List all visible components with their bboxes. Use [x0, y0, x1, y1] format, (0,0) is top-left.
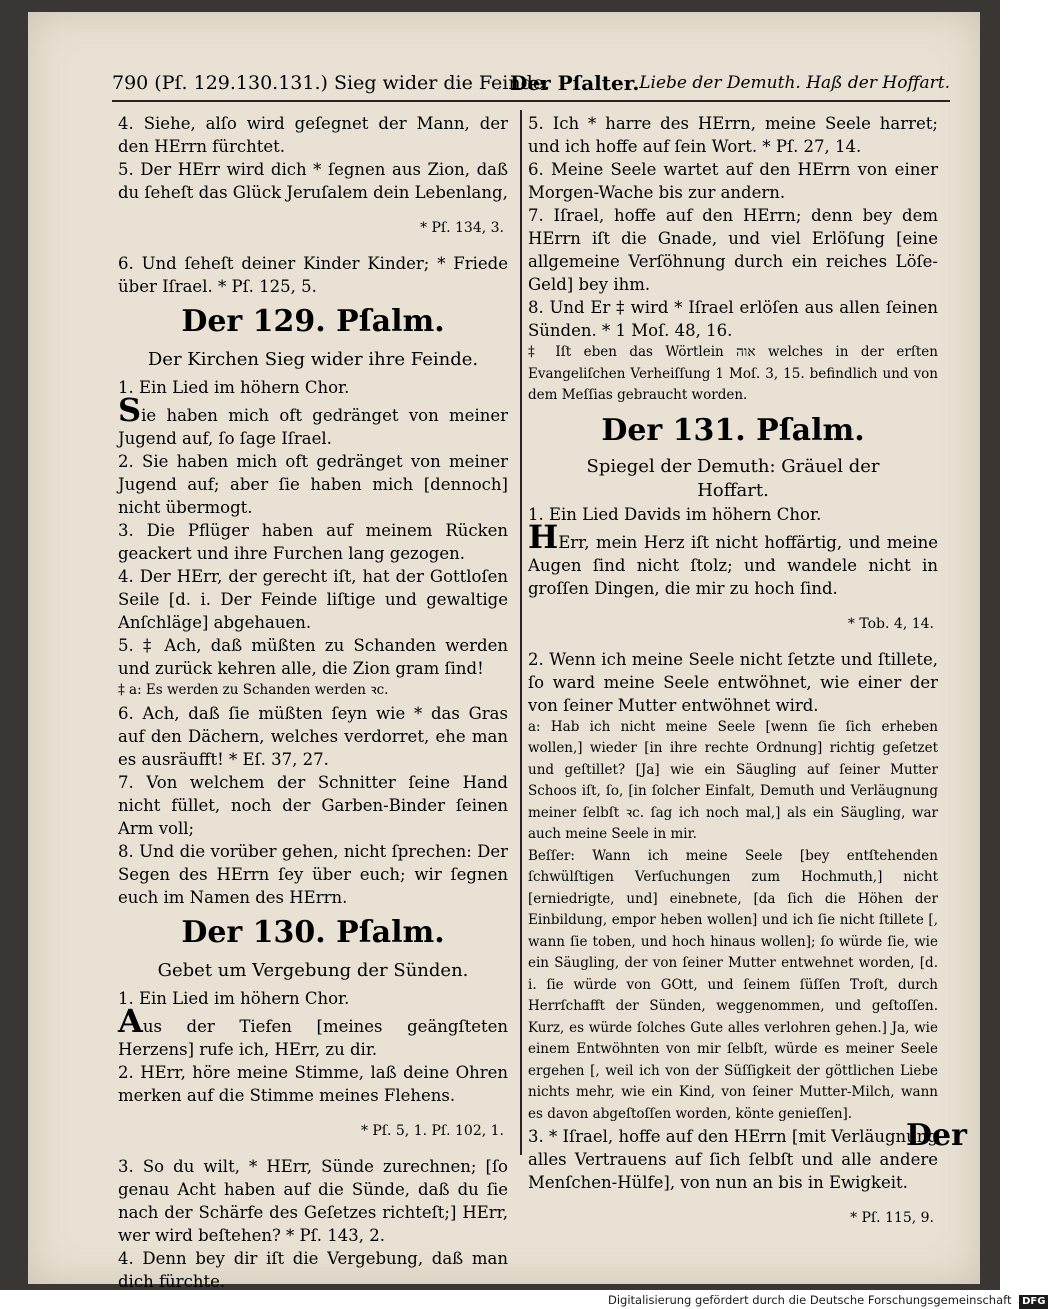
- catchword: Der: [906, 1118, 967, 1153]
- left-column: [118, 112, 508, 1293]
- verse: 7. Iſrael, hoffe auf den HErrn; denn bey dem HErrn iſt die Gnade, und viel Erlöſung [eine allgemeine Verſöhnung durch ein reiches Löſe-Geld] bey ihm.: [528, 206, 938, 294]
- verse: 7. Von welchem der Schnitter ſeine Hand nicht füllet, noch der Garben-Binder ſeinen Arm voll;: [118, 772, 508, 838]
- verse: 3. * Iſrael, hoffe auf den HErrn [mit Verläugnung alles Vertrauens auf ſich ſelbſt und alle andere Menſchen-Hülfe], von nun an bis in Ewigkeit.: [528, 1127, 938, 1192]
- footnote: ‡ Iſt eben das Wörtlein אוה welches in der erſten Evangeliſchen Verheiſſung 1 Moſ. 3, 15. befindlich und von dem Meſſias gebraucht worden.: [528, 344, 938, 403]
- verse: 5. ‡ Ach, daß müßten zu Schanden werden und zurück kehren alle, die Zion gram ſind!: [118, 636, 508, 678]
- verse: 3. Die Pflüger haben auf meinem Rücken geackert und ihre Furchen lang gezogen.: [118, 521, 508, 563]
- header-rule: [112, 100, 950, 102]
- cross-reference: * Pſ. 115, 9.: [850, 1210, 934, 1226]
- verse: 1. Ein Lied Davids im höhern Chor.: [528, 504, 822, 524]
- footnote: ‡ a: Es werden zu Schanden werden ꝛc.: [118, 682, 389, 698]
- verse: 8. Und Er ‡ wird * Iſrael erlöſen aus allen ſeinen Sünden. * 1 Moſ. 48, 16.: [528, 298, 938, 340]
- verse: 5. Der HErr wird dich * ſegnen aus Zion, daß du ſeheſt das Glück Jeruſalem dein Lebenlang,: [118, 160, 508, 202]
- verse: HErr, mein Herz iſt nicht hoffärtig, und meine Augen ſind nicht ſtolz; und wandele nicht in groſſen Dingen, die mir zu hoch ſind.: [528, 517, 938, 598]
- psalm-subtitle: Hoffart.: [697, 479, 769, 501]
- verse: 3. So du wilt, * HErr, Sünde zurechnen; [ſo genau Acht haben auf die Sünde, daß du ſie nach der Schärfe des Geſetzes richteſt;] HErr, wer wird beſtehen? * Pſ. 143, 2.: [118, 1156, 508, 1245]
- right-column: [528, 112, 938, 1242]
- verse: Sie haben mich oft gedränget von meiner Jugend auf, ſo ſage Iſrael.: [118, 391, 508, 448]
- dfg-logo: DFG: [1019, 1295, 1048, 1309]
- footer-credit: [608, 1292, 1046, 1308]
- verse: 6. Meine Seele wartet auf den HErrn von einer Morgen-Wache bis zur andern.: [528, 160, 938, 202]
- verse: 6. Und ſeheſt deiner Kinder Kinder; * Friede über Iſrael. * Pſ. 125, 5.: [118, 254, 508, 296]
- psalm-title: Der 131. Pſalm.: [601, 412, 865, 448]
- gloss: Beſſer: Wann ich meine Seele [bey entſtehenden ſchwülſtigen Verſuchungen zum Hochmuth,] nicht [erniedrigte, und] einebnete, [da ſich die Höhen der Einbildung, empor heben wollen] und ich ſie nicht ſtillete [, wann ſie toben, und hoch hinaus wollen]; ſo würde ſie, wie ein Säugling, der von ſeiner Mutter entwehnet worden, [d. i. ſie würde von GOtt, und ſeinem ſüſſen Troſt, durch Herrſchafft der Sünden, weggenommen, und geſtoſſen. Kurz, es würde ſolches Gute alles verlohren gehen.] Ja, wie einem Entwöhnten von mir ſelbſt, würde es meiner Seele ergehen [, weil ich von der Süſſigkeit der göttlichen Liebe nichts mehr, wie ein Kind, von ſeiner Mutter-Milch, wann es davon abgeſtoſſen worden, könte genieſſen].: [528, 847, 938, 1122]
- gloss: a: Hab ich nicht meine Seele [wenn ſie ſich erheben wollen,] wieder [in ihre rechte Ordnung] richtig geſetzet und geſtillet? [Ja] wie ein Säugling auf ſeiner Mutter Schoos iſt, ſo, [in ſolcher Einfalt, Demuth und Verläugnung meiner ſelbſt ꝛc. ſag ich noch mal,] als ein Säugling, war auch meine Seele in mir.: [528, 718, 938, 842]
- verse: 2. Sie haben mich oft gedränget von meiner Jugend auf; aber ſie haben mich [dennoch] nicht übermogt.: [118, 452, 508, 517]
- verse: 6. Ach, daß ſie müßten ſeyn wie * das Gras auf den Dächern, welches verdorret, ehe man es ausräufft! * Eſ. 37, 27.: [118, 703, 508, 769]
- running-head-left: 790 (Pſ. 129.130.131.) Sieg wider die Feinde.: [112, 72, 551, 94]
- running-head: [112, 66, 950, 100]
- verse: 1. Ein Lied im höhern Chor.: [118, 378, 350, 397]
- verse: 2. Wenn ich meine Seele nicht ſetzte und ſtillete, ſo ward meine Seele entwöhnet, wie einer der von ſeiner Mutter entwöhnet wird.: [528, 649, 938, 715]
- running-head-right: Liebe der Demuth. Haß der Hoffart.: [639, 73, 950, 93]
- verse: 4. Der HErr, der gerecht iſt, hat der Gottloſen Seile [d. i. Der Feinde liſtige und gewaltige Anſchläge] abgehauen.: [118, 567, 508, 632]
- verse: Aus der Tiefen [meines geängſteten Herzens] rufe ich, HErr, zu dir.: [118, 1001, 508, 1059]
- cross-reference: * Tob. 4, 14.: [847, 615, 934, 632]
- cross-reference: * Pſ. 5, 1. Pſ. 102, 1.: [360, 1122, 504, 1139]
- psalm-title: Der 129. Pſalm.: [181, 304, 445, 339]
- running-head-center: Der Pſalter.: [510, 71, 640, 95]
- psalm-title: Der 130. Pſalm.: [181, 914, 445, 950]
- footer-text: Digitalisierung gefördert durch die Deutsche Forschungsgemeinschaft: [608, 1293, 1012, 1307]
- verse: 1. Ein Lied im höhern Chor.: [118, 988, 350, 1008]
- column-divider: [520, 110, 522, 1155]
- verse: 4. Siehe, alſo wird geſegnet der Mann, der den HErrn fürchtet.: [118, 114, 508, 156]
- cross-reference: * Pſ. 134, 3.: [420, 220, 504, 236]
- verse: 4. Denn bey dir iſt die Vergebung, daß man dich fürchte.: [118, 1248, 508, 1291]
- psalm-subtitle: Spiegel der Demuth: Gräuel der: [586, 455, 880, 477]
- psalm-subtitle: Der Kirchen Sieg wider ihre Feinde.: [147, 349, 479, 370]
- psalm-subtitle: Gebet um Vergebung der Sünden.: [157, 959, 469, 981]
- verse: 2. HErr, höre meine Stimme, laß deine Ohren merken auf die Stimme meines Flehens.: [118, 1062, 508, 1105]
- verse: 5. Ich * harre des HErrn, meine Seele harret; und ich hoffe auf ſein Wort. * Pſ. 27, 14.: [528, 114, 938, 156]
- verse: 8. Und die vorüber gehen, nicht ſprechen: Der Segen des HErrn ſey über euch; wir ſegnen euch im Namen des HErrn.: [118, 841, 508, 907]
